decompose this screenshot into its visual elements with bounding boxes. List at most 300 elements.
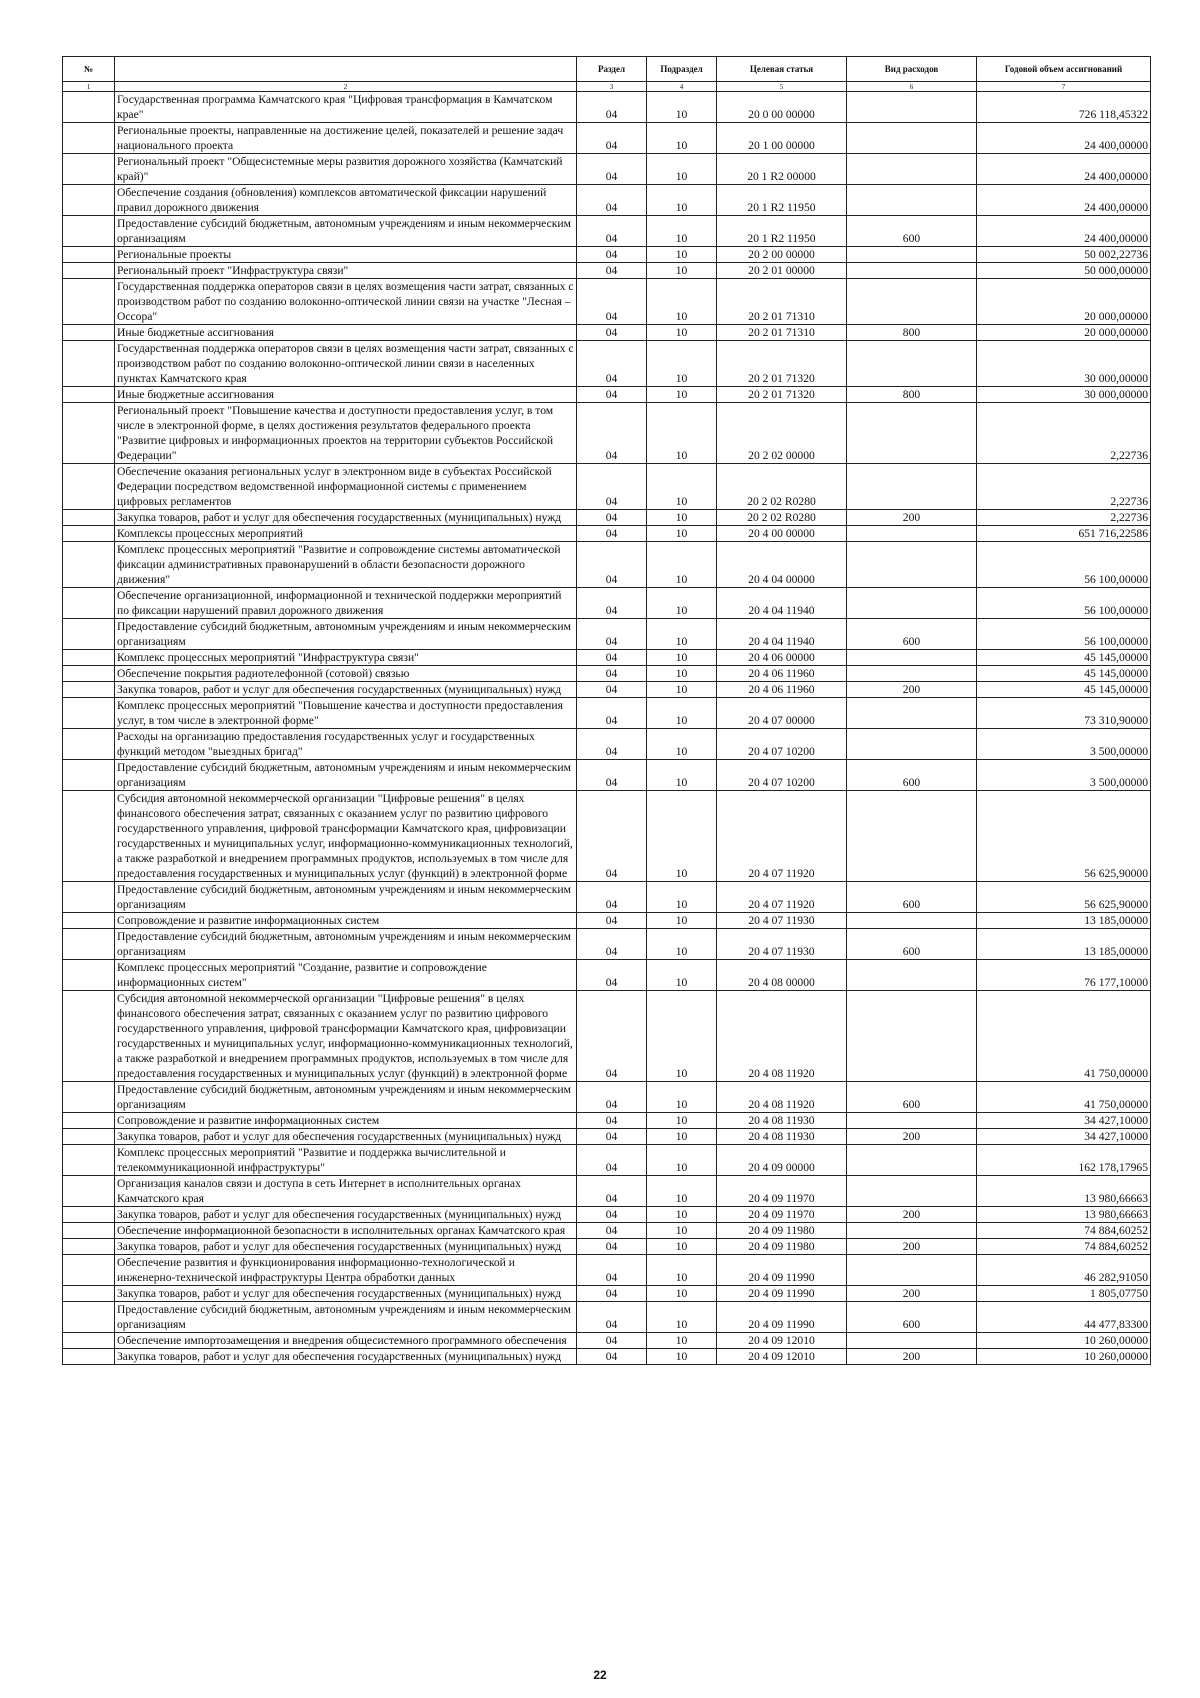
row-section-cell: 04 <box>577 913 647 929</box>
row-section-cell: 04 <box>577 760 647 791</box>
row-target-article-cell: 20 4 08 11920 <box>717 1082 847 1113</box>
row-section-cell: 04 <box>577 1333 647 1349</box>
row-subsection-cell: 10 <box>647 123 717 154</box>
row-subsection-cell: 10 <box>647 791 717 882</box>
row-target-article-cell: 20 2 01 00000 <box>717 263 847 279</box>
row-target-article-cell: 20 4 08 11930 <box>717 1113 847 1129</box>
table-row <box>63 123 1151 154</box>
row-amount-cell: 1 805,07750 <box>977 1286 1151 1302</box>
row-expense-type-cell: 200 <box>847 1286 977 1302</box>
row-name-cell: Организация каналов связи и доступа в сеть Интернет в исполнительных органах Камчатского края <box>115 1176 577 1207</box>
row-section-cell: 04 <box>577 403 647 464</box>
table-row <box>63 464 1151 510</box>
row-number-cell <box>63 526 115 542</box>
row-subsection-cell: 10 <box>647 92 717 123</box>
table-row <box>63 698 1151 729</box>
row-amount-cell: 50 002,22736 <box>977 247 1151 263</box>
row-subsection-cell: 10 <box>647 387 717 403</box>
row-expense-type-cell: 600 <box>847 216 977 247</box>
row-expense-type-cell <box>847 341 977 387</box>
row-number-cell <box>63 403 115 464</box>
row-name-cell: Предоставление субсидий бюджетным, автономным учреждениям и иным некоммерческим организациям <box>115 1082 577 1113</box>
row-number-cell <box>63 1239 115 1255</box>
row-target-article-cell: 20 2 02 R0280 <box>717 510 847 526</box>
row-expense-type-cell: 200 <box>847 1129 977 1145</box>
row-number-cell <box>63 1286 115 1302</box>
row-name-cell: Обеспечение создания (обновления) комплексов автоматической фиксации нарушений правил дорожного движения <box>115 185 577 216</box>
row-section-cell: 04 <box>577 1145 647 1176</box>
row-subsection-cell: 10 <box>647 216 717 247</box>
row-subsection-cell: 10 <box>647 403 717 464</box>
header-number: № <box>63 57 115 82</box>
row-section-cell: 04 <box>577 666 647 682</box>
row-target-article-cell: 20 2 01 71310 <box>717 325 847 341</box>
row-target-article-cell: 20 2 01 71320 <box>717 341 847 387</box>
table-row <box>63 1113 1151 1129</box>
row-expense-type-cell <box>847 1176 977 1207</box>
table-row <box>63 1082 1151 1113</box>
row-subsection-cell: 10 <box>647 1302 717 1333</box>
table-row <box>63 247 1151 263</box>
row-number-cell <box>63 542 115 588</box>
row-subsection-cell: 10 <box>647 154 717 185</box>
row-amount-cell: 2,22736 <box>977 464 1151 510</box>
row-section-cell: 04 <box>577 588 647 619</box>
row-amount-cell: 2,22736 <box>977 510 1151 526</box>
row-expense-type-cell <box>847 1255 977 1286</box>
row-name-cell: Комплекс процессных мероприятий "Развитие и сопровождение системы автоматической фиксации административных правонарушений в области безопасности дорожного движения" <box>115 542 577 588</box>
table-row <box>63 913 1151 929</box>
row-section-cell: 04 <box>577 1286 647 1302</box>
row-subsection-cell: 10 <box>647 760 717 791</box>
row-section-cell: 04 <box>577 526 647 542</box>
row-target-article-cell: 20 4 07 11920 <box>717 882 847 913</box>
row-number-cell <box>63 619 115 650</box>
row-name-cell: Закупка товаров, работ и услуг для обеспечения государственных (муниципальных) нужд <box>115 1239 577 1255</box>
row-subsection-cell: 10 <box>647 1129 717 1145</box>
row-target-article-cell: 20 2 01 71310 <box>717 279 847 325</box>
col-number-6: 6 <box>847 82 977 92</box>
row-amount-cell: 73 310,90000 <box>977 698 1151 729</box>
row-target-article-cell: 20 4 09 11980 <box>717 1223 847 1239</box>
row-subsection-cell: 10 <box>647 510 717 526</box>
header-row <box>63 57 1151 82</box>
table-row <box>63 960 1151 991</box>
row-amount-cell: 34 427,10000 <box>977 1113 1151 1129</box>
row-target-article-cell: 20 4 07 11920 <box>717 791 847 882</box>
row-expense-type-cell <box>847 729 977 760</box>
row-subsection-cell: 10 <box>647 1207 717 1223</box>
row-amount-cell: 34 427,10000 <box>977 1129 1151 1145</box>
row-target-article-cell: 20 4 04 00000 <box>717 542 847 588</box>
table-row <box>63 1207 1151 1223</box>
row-expense-type-cell: 200 <box>847 1349 977 1365</box>
row-subsection-cell: 10 <box>647 960 717 991</box>
table-row <box>63 1223 1151 1239</box>
row-amount-cell: 56 100,00000 <box>977 588 1151 619</box>
row-number-cell <box>63 698 115 729</box>
row-section-cell: 04 <box>577 682 647 698</box>
row-amount-cell: 13 980,66663 <box>977 1176 1151 1207</box>
row-amount-cell: 2,22736 <box>977 403 1151 464</box>
col-number-1: 1 <box>63 82 115 92</box>
row-amount-cell: 56 625,90000 <box>977 882 1151 913</box>
row-expense-type-cell: 600 <box>847 760 977 791</box>
row-target-article-cell: 20 4 09 11970 <box>717 1207 847 1223</box>
row-name-cell: Сопровождение и развитие информационных систем <box>115 913 577 929</box>
row-amount-cell: 10 260,00000 <box>977 1333 1151 1349</box>
row-name-cell: Обеспечение импортозамещения и внедрения общесистемного программного обеспечения <box>115 1333 577 1349</box>
column-number-row <box>63 82 1151 92</box>
row-expense-type-cell: 600 <box>847 882 977 913</box>
row-amount-cell: 13 980,66663 <box>977 1207 1151 1223</box>
table-row <box>63 666 1151 682</box>
row-expense-type-cell: 800 <box>847 325 977 341</box>
row-amount-cell: 56 100,00000 <box>977 619 1151 650</box>
header-subsection: Подраздел <box>647 57 717 82</box>
row-section-cell: 04 <box>577 1207 647 1223</box>
row-name-cell: Комплекс процессных мероприятий "Развитие и поддержка вычислительной и телекоммуникационной инфраструктуры" <box>115 1145 577 1176</box>
row-name-cell: Региональный проект "Повышение качества и доступности предоставления услуг, в том числе в электронной форме, в целях достижения результатов федерального проекта "Развитие цифровых и информационных проектов на территории субъектов Российской Федерации" <box>115 403 577 464</box>
row-amount-cell: 3 500,00000 <box>977 729 1151 760</box>
row-number-cell <box>63 92 115 123</box>
row-section-cell: 04 <box>577 464 647 510</box>
row-subsection-cell: 10 <box>647 185 717 216</box>
table-row <box>63 760 1151 791</box>
row-target-article-cell: 20 4 09 11970 <box>717 1176 847 1207</box>
row-number-cell <box>63 325 115 341</box>
row-section-cell: 04 <box>577 1082 647 1113</box>
row-name-cell: Закупка товаров, работ и услуг для обеспечения государственных (муниципальных) нужд <box>115 1207 577 1223</box>
row-target-article-cell: 20 4 09 12010 <box>717 1333 847 1349</box>
row-expense-type-cell <box>847 991 977 1082</box>
row-target-article-cell: 20 2 00 00000 <box>717 247 847 263</box>
row-expense-type-cell <box>847 542 977 588</box>
row-number-cell <box>63 913 115 929</box>
row-number-cell <box>63 991 115 1082</box>
table-body <box>63 92 1151 1365</box>
row-amount-cell: 41 750,00000 <box>977 991 1151 1082</box>
row-subsection-cell: 10 <box>647 1113 717 1129</box>
row-target-article-cell: 20 4 06 11960 <box>717 682 847 698</box>
row-name-cell: Обеспечение организационной, информационной и технической поддержки мероприятий по фиксации нарушений правил дорожного движения <box>115 588 577 619</box>
row-target-article-cell: 20 4 09 11990 <box>717 1302 847 1333</box>
row-name-cell: Обеспечение информационной безопасности в исполнительных органах Камчатского края <box>115 1223 577 1239</box>
row-target-article-cell: 20 2 02 00000 <box>717 403 847 464</box>
row-subsection-cell: 10 <box>647 263 717 279</box>
row-name-cell: Государственная поддержка операторов связи в целях возмещения части затрат, связанных с производством работ по созданию волоконно-оптической линии связи в населенных пунктах Камчатского края <box>115 341 577 387</box>
row-number-cell <box>63 1113 115 1129</box>
row-subsection-cell: 10 <box>647 464 717 510</box>
row-number-cell <box>63 929 115 960</box>
row-section-cell: 04 <box>577 991 647 1082</box>
table-row <box>63 1333 1151 1349</box>
row-expense-type-cell <box>847 247 977 263</box>
row-number-cell <box>63 1207 115 1223</box>
row-name-cell: Предоставление субсидий бюджетным, автономным учреждениям и иным некоммерческим организациям <box>115 882 577 913</box>
table-row <box>63 882 1151 913</box>
row-section-cell: 04 <box>577 1129 647 1145</box>
row-number-cell <box>63 464 115 510</box>
row-subsection-cell: 10 <box>647 650 717 666</box>
row-number-cell <box>63 1255 115 1286</box>
row-amount-cell: 20 000,00000 <box>977 279 1151 325</box>
row-amount-cell: 24 400,00000 <box>977 123 1151 154</box>
row-section-cell: 04 <box>577 650 647 666</box>
row-number-cell <box>63 1349 115 1365</box>
row-name-cell: Государственная программа Камчатского края "Цифровая трансформация в Камчатском крае" <box>115 92 577 123</box>
row-expense-type-cell <box>847 464 977 510</box>
row-section-cell: 04 <box>577 92 647 123</box>
row-expense-type-cell: 200 <box>847 1239 977 1255</box>
row-subsection-cell: 10 <box>647 1223 717 1239</box>
row-subsection-cell: 10 <box>647 588 717 619</box>
row-number-cell <box>63 216 115 247</box>
table-row <box>63 542 1151 588</box>
table-row <box>63 154 1151 185</box>
row-expense-type-cell <box>847 650 977 666</box>
row-number-cell <box>63 263 115 279</box>
row-expense-type-cell: 800 <box>847 387 977 403</box>
table-row <box>63 1349 1151 1365</box>
row-expense-type-cell: 600 <box>847 1302 977 1333</box>
row-subsection-cell: 10 <box>647 1176 717 1207</box>
row-target-article-cell: 20 4 07 10200 <box>717 760 847 791</box>
row-target-article-cell: 20 4 09 11990 <box>717 1286 847 1302</box>
row-amount-cell: 24 400,00000 <box>977 154 1151 185</box>
row-section-cell: 04 <box>577 698 647 729</box>
table-row <box>63 650 1151 666</box>
row-target-article-cell: 20 4 07 11930 <box>717 913 847 929</box>
row-amount-cell: 45 145,00000 <box>977 666 1151 682</box>
row-name-cell: Закупка товаров, работ и услуг для обеспечения государственных (муниципальных) нужд <box>115 1349 577 1365</box>
row-name-cell: Комплекс процессных мероприятий "Создание, развитие и сопровождение информационных систем" <box>115 960 577 991</box>
row-subsection-cell: 10 <box>647 882 717 913</box>
row-amount-cell: 162 178,17965 <box>977 1145 1151 1176</box>
row-name-cell: Региональный проект "Общесистемные меры развития дорожного хозяйства (Камчатский край)" <box>115 154 577 185</box>
row-expense-type-cell: 600 <box>847 1082 977 1113</box>
row-name-cell: Обеспечение развития и функционирования информационно-технологической и инженерно-технической инфраструктуры Центра обработки данных <box>115 1255 577 1286</box>
col-number-7: 7 <box>977 82 1151 92</box>
row-section-cell: 04 <box>577 1255 647 1286</box>
row-subsection-cell: 10 <box>647 526 717 542</box>
row-expense-type-cell <box>847 588 977 619</box>
row-number-cell <box>63 729 115 760</box>
table-row <box>63 403 1151 464</box>
row-number-cell <box>63 341 115 387</box>
row-number-cell <box>63 682 115 698</box>
row-amount-cell: 13 185,00000 <box>977 929 1151 960</box>
row-name-cell: Обеспечение оказания региональных услуг в электронном виде в субъектах Российской Федерации посредством ведомственной информационной системы с применением цифровых регламентов <box>115 464 577 510</box>
row-section-cell: 04 <box>577 216 647 247</box>
row-subsection-cell: 10 <box>647 682 717 698</box>
header-target-article: Целевая статья <box>717 57 847 82</box>
row-target-article-cell: 20 4 09 11990 <box>717 1255 847 1286</box>
row-section-cell: 04 <box>577 791 647 882</box>
row-section-cell: 04 <box>577 247 647 263</box>
row-expense-type-cell: 600 <box>847 619 977 650</box>
row-target-article-cell: 20 4 06 11960 <box>717 666 847 682</box>
row-amount-cell: 24 400,00000 <box>977 185 1151 216</box>
row-name-cell: Предоставление субсидий бюджетным, автономным учреждениям и иным некоммерческим организациям <box>115 216 577 247</box>
table-row <box>63 387 1151 403</box>
row-amount-cell: 74 884,60252 <box>977 1239 1151 1255</box>
budget-table <box>62 56 1151 1365</box>
row-name-cell: Предоставление субсидий бюджетным, автономным учреждениям и иным некоммерческим организациям <box>115 1302 577 1333</box>
row-amount-cell: 24 400,00000 <box>977 216 1151 247</box>
row-subsection-cell: 10 <box>647 1333 717 1349</box>
row-target-article-cell: 20 1 R2 11950 <box>717 185 847 216</box>
row-number-cell <box>63 247 115 263</box>
row-section-cell: 04 <box>577 279 647 325</box>
row-expense-type-cell <box>847 791 977 882</box>
row-subsection-cell: 10 <box>647 1286 717 1302</box>
row-name-cell: Субсидия автономной некоммерческой организации "Цифровые решения" в целях финансового обеспечения затрат, связанных с оказанием услуг по развитию цифрового государственного управления, цифровой трансформации Камчатского края, цифровизации государственных и муниципальных услуг, информационно-коммуникационных технологий, а также разработкой и внедрением программных продуктов, используемых в том числе для предоставления государственных и муниципальных услуг (функций) в электронной форме <box>115 791 577 882</box>
row-expense-type-cell <box>847 526 977 542</box>
row-name-cell: Предоставление субсидий бюджетным, автономным учреждениям и иным некоммерческим организациям <box>115 929 577 960</box>
row-target-article-cell: 20 4 04 11940 <box>717 619 847 650</box>
row-expense-type-cell <box>847 913 977 929</box>
budget-document <box>62 56 1150 1365</box>
table-row <box>63 729 1151 760</box>
row-name-cell: Региональные проекты <box>115 247 577 263</box>
row-name-cell: Комплекс процессных мероприятий "Инфраструктура связи" <box>115 650 577 666</box>
row-target-article-cell: 20 1 00 00000 <box>717 123 847 154</box>
row-target-article-cell: 20 4 07 10200 <box>717 729 847 760</box>
row-number-cell <box>63 1223 115 1239</box>
table-row <box>63 929 1151 960</box>
table-row <box>63 991 1151 1082</box>
row-target-article-cell: 20 4 09 12010 <box>717 1349 847 1365</box>
row-amount-cell: 56 625,90000 <box>977 791 1151 882</box>
table-row <box>63 1302 1151 1333</box>
row-subsection-cell: 10 <box>647 991 717 1082</box>
row-subsection-cell: 10 <box>647 325 717 341</box>
row-amount-cell: 41 750,00000 <box>977 1082 1151 1113</box>
row-target-article-cell: 20 2 01 71320 <box>717 387 847 403</box>
row-expense-type-cell <box>847 403 977 464</box>
row-name-cell: Расходы на организацию предоставления государственных услуг и государственных функций методом "выездных бригад" <box>115 729 577 760</box>
row-section-cell: 04 <box>577 123 647 154</box>
row-target-article-cell: 20 4 09 11980 <box>717 1239 847 1255</box>
row-expense-type-cell <box>847 92 977 123</box>
row-number-cell <box>63 650 115 666</box>
row-expense-type-cell <box>847 698 977 729</box>
header-section: Раздел <box>577 57 647 82</box>
table-row <box>63 1286 1151 1302</box>
row-section-cell: 04 <box>577 185 647 216</box>
row-number-cell <box>63 666 115 682</box>
row-amount-cell: 76 177,10000 <box>977 960 1151 991</box>
row-subsection-cell: 10 <box>647 247 717 263</box>
row-section-cell: 04 <box>577 1239 647 1255</box>
row-target-article-cell: 20 4 08 00000 <box>717 960 847 991</box>
row-number-cell <box>63 791 115 882</box>
row-number-cell <box>63 123 115 154</box>
row-expense-type-cell <box>847 154 977 185</box>
row-name-cell: Сопровождение и развитие информационных систем <box>115 1113 577 1129</box>
row-amount-cell: 45 145,00000 <box>977 650 1151 666</box>
row-subsection-cell: 10 <box>647 666 717 682</box>
table-row <box>63 1176 1151 1207</box>
row-amount-cell: 30 000,00000 <box>977 341 1151 387</box>
row-subsection-cell: 10 <box>647 1349 717 1365</box>
page-number: 22 <box>593 1668 607 1682</box>
row-target-article-cell: 20 4 08 11920 <box>717 991 847 1082</box>
table-row <box>63 1129 1151 1145</box>
row-number-cell <box>63 1082 115 1113</box>
row-subsection-cell: 10 <box>647 1255 717 1286</box>
row-target-article-cell: 20 4 07 00000 <box>717 698 847 729</box>
table-row <box>63 1255 1151 1286</box>
row-target-article-cell: 20 0 00 00000 <box>717 92 847 123</box>
row-name-cell: Иные бюджетные ассигнования <box>115 325 577 341</box>
row-number-cell <box>63 185 115 216</box>
row-expense-type-cell <box>847 1333 977 1349</box>
row-name-cell: Предоставление субсидий бюджетным, автономным учреждениям и иным некоммерческим организациям <box>115 619 577 650</box>
row-amount-cell: 45 145,00000 <box>977 682 1151 698</box>
row-section-cell: 04 <box>577 1223 647 1239</box>
row-amount-cell: 44 477,83300 <box>977 1302 1151 1333</box>
row-number-cell <box>63 882 115 913</box>
row-section-cell: 04 <box>577 960 647 991</box>
row-number-cell <box>63 1129 115 1145</box>
row-number-cell <box>63 1302 115 1333</box>
row-number-cell <box>63 960 115 991</box>
row-target-article-cell: 20 4 09 00000 <box>717 1145 847 1176</box>
row-target-article-cell: 20 2 02 R0280 <box>717 464 847 510</box>
row-subsection-cell: 10 <box>647 542 717 588</box>
row-expense-type-cell <box>847 960 977 991</box>
row-number-cell <box>63 387 115 403</box>
row-name-cell: Комплекс процессных мероприятий "Повышение качества и доступности предоставления услуг, в том числе в электронной форме" <box>115 698 577 729</box>
row-section-cell: 04 <box>577 729 647 760</box>
row-subsection-cell: 10 <box>647 1145 717 1176</box>
row-target-article-cell: 20 4 04 11940 <box>717 588 847 619</box>
row-section-cell: 04 <box>577 341 647 387</box>
table-row <box>63 92 1151 123</box>
row-name-cell: Предоставление субсидий бюджетным, автономным учреждениям и иным некоммерческим организациям <box>115 760 577 791</box>
row-number-cell <box>63 1176 115 1207</box>
col-number-3: 3 <box>577 82 647 92</box>
table-row <box>63 791 1151 882</box>
table-row <box>63 341 1151 387</box>
row-amount-cell: 74 884,60252 <box>977 1223 1151 1239</box>
row-subsection-cell: 10 <box>647 929 717 960</box>
table-row <box>63 216 1151 247</box>
row-subsection-cell: 10 <box>647 1239 717 1255</box>
row-name-cell: Закупка товаров, работ и услуг для обеспечения государственных (муниципальных) нужд <box>115 682 577 698</box>
row-name-cell: Закупка товаров, работ и услуг для обеспечения государственных (муниципальных) нужд <box>115 510 577 526</box>
row-expense-type-cell <box>847 185 977 216</box>
row-expense-type-cell <box>847 263 977 279</box>
row-expense-type-cell <box>847 1223 977 1239</box>
row-number-cell <box>63 1333 115 1349</box>
row-number-cell <box>63 760 115 791</box>
row-amount-cell: 726 118,45322 <box>977 92 1151 123</box>
row-amount-cell: 56 100,00000 <box>977 542 1151 588</box>
row-expense-type-cell: 600 <box>847 929 977 960</box>
row-expense-type-cell: 200 <box>847 510 977 526</box>
row-amount-cell: 651 716,22586 <box>977 526 1151 542</box>
row-subsection-cell: 10 <box>647 279 717 325</box>
row-subsection-cell: 10 <box>647 729 717 760</box>
row-target-article-cell: 20 1 R2 00000 <box>717 154 847 185</box>
row-section-cell: 04 <box>577 542 647 588</box>
header-name <box>115 57 577 82</box>
row-subsection-cell: 10 <box>647 913 717 929</box>
row-name-cell: Региональные проекты, направленные на достижение целей, показателей и решение задач национального проекта <box>115 123 577 154</box>
